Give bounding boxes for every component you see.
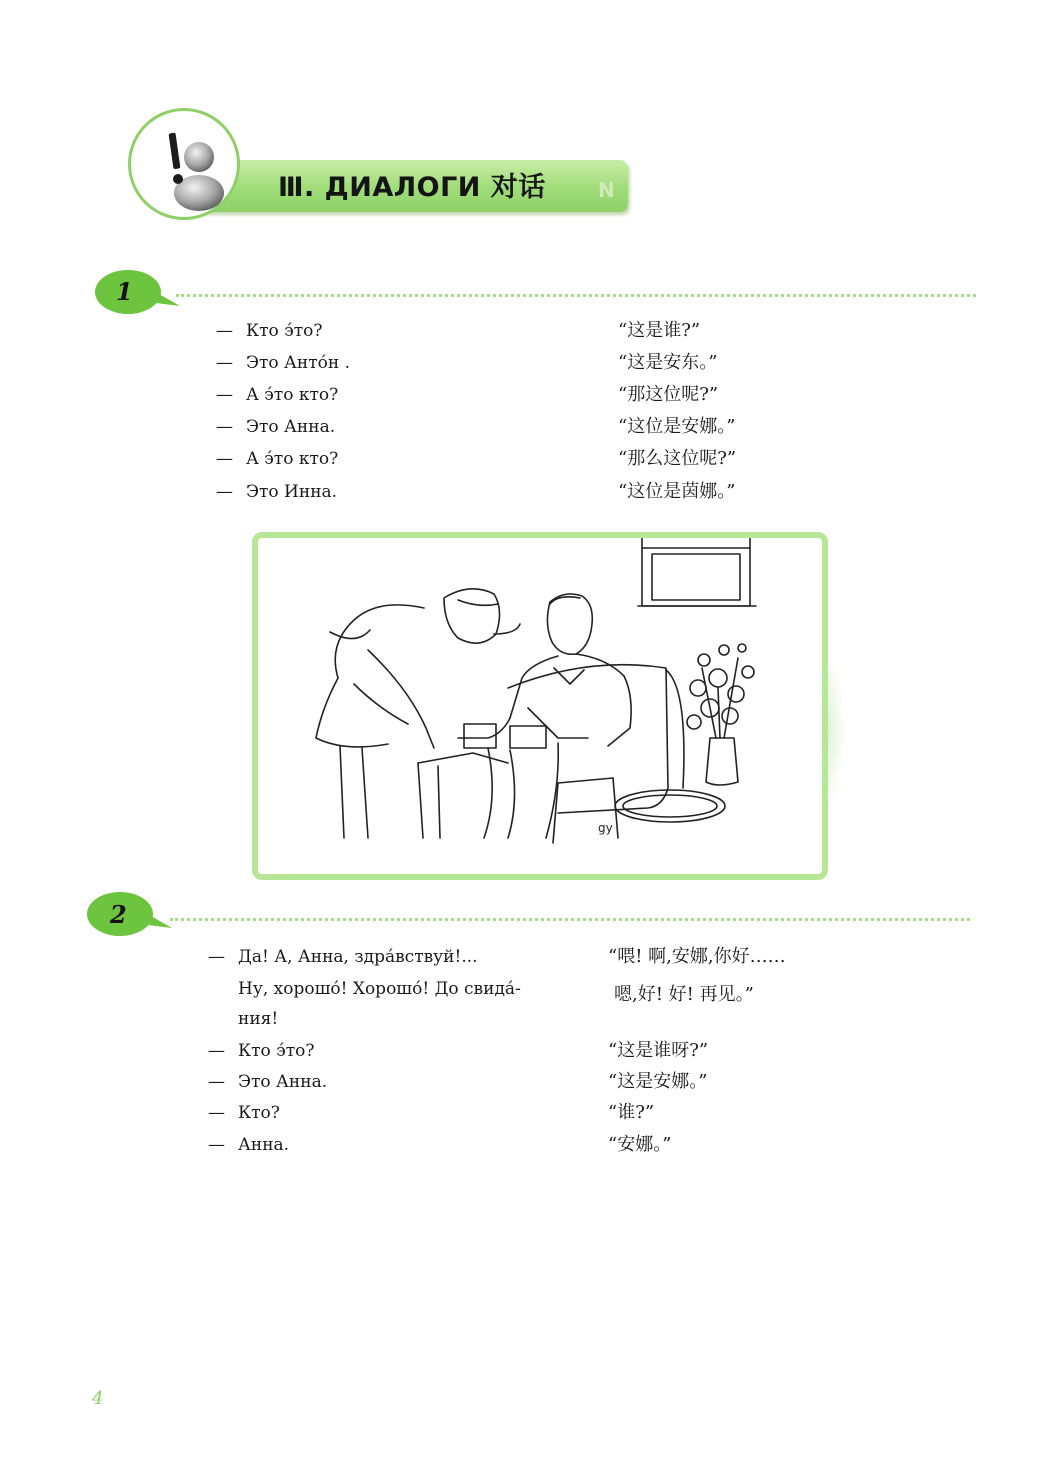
dialogue-line-zh: “那这位呢?”: [618, 384, 719, 405]
dialogue-line-ru: Ну, хорошо́! Хорошо́! До свида́-: [238, 979, 521, 999]
illustration-drawing: [258, 538, 822, 874]
dash: —: [216, 321, 233, 341]
header-icon-circle: [128, 108, 240, 220]
dialogue-line-ru: — Кто э́то?: [216, 321, 323, 341]
rug-inner: [623, 795, 717, 817]
section-2-bubble: [82, 890, 174, 942]
dialogue-line-ru: — Это Анна.: [216, 417, 336, 437]
dialogue-line-zh: “那么这位呢?”: [618, 448, 737, 469]
dialogue-line-ru: — Кто э́то?: [208, 1041, 315, 1061]
dialogue-line-ru: — Это Инна.: [216, 482, 338, 502]
dash: —: [216, 353, 233, 373]
dash: —: [208, 1041, 225, 1061]
dialogue-line-ru: — А э́то кто?: [216, 449, 339, 469]
dialogue-line-zh: “这是安东。”: [618, 352, 718, 373]
dialogue-line-zh: “这位是茵娜。”: [618, 481, 736, 502]
dash: —: [216, 417, 233, 437]
dash: —: [208, 1135, 225, 1155]
dialogue-line-zh: “这是谁?”: [618, 320, 701, 341]
leaning-woman: [316, 589, 520, 838]
dialogue-line-zh: “谁?”: [608, 1102, 655, 1123]
page-title: Ⅲ. ДИАЛОГИ 对话: [278, 172, 546, 203]
dash: —: [216, 482, 233, 502]
dialogue-line-ru: ния!: [238, 1009, 279, 1029]
dialogue-line-ru: — Кто?: [208, 1103, 280, 1123]
dialogue-line-zh: 嗯,好! 好! 再见。”: [614, 984, 754, 1005]
page-number: 4: [92, 1388, 104, 1409]
dialogue-line-ru: — Это Анто́н .: [216, 353, 351, 373]
dialogue-line-zh: “这是谁呀?”: [608, 1040, 709, 1061]
section-2-number: 2: [110, 900, 127, 929]
illustration-frame: [252, 532, 828, 880]
dash: —: [208, 1103, 225, 1123]
dialogue-line-zh: “安娜。”: [608, 1134, 672, 1155]
exclamation-person-icon: [131, 111, 237, 217]
seated-man: [458, 594, 631, 838]
dialogue-line-zh: “这位是安娜。”: [618, 416, 736, 437]
dialogue-line-ru: — А э́то кто?: [216, 385, 339, 405]
dialogue-line-ru: — Да! А, Анна, здра́вствуй!...: [208, 947, 478, 967]
section-1-divider: [176, 294, 976, 297]
dash: —: [208, 947, 225, 967]
section-2-divider: [170, 918, 970, 921]
dash: —: [216, 449, 233, 469]
dialogue-line-ru: — Это Анна.: [208, 1072, 328, 1092]
dash: —: [208, 1072, 225, 1092]
dash: —: [216, 385, 233, 405]
section-1-bubble: [90, 268, 182, 320]
window: [638, 538, 756, 606]
artist-signature: gy: [598, 821, 613, 835]
flower-vase: [687, 644, 754, 785]
dialogue-line-zh: “喂! 啊,安娜,你好……: [608, 946, 786, 967]
section-1-number: 1: [116, 277, 133, 306]
header-ghost-letter: N: [598, 178, 617, 202]
dialogue-line-ru: — Анна.: [208, 1135, 290, 1155]
dialogue-line-zh: “这是安娜。”: [608, 1071, 708, 1092]
